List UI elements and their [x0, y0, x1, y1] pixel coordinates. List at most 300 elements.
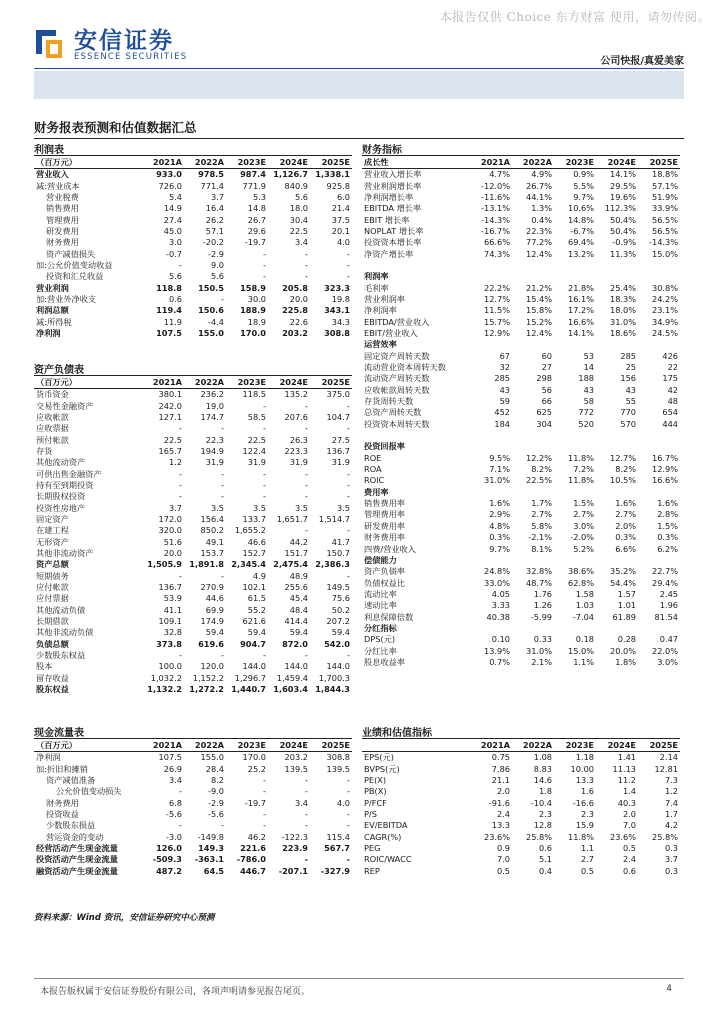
- cell-value: 1,603.4: [273, 684, 308, 695]
- cell-value: 34.9%: [651, 316, 678, 327]
- row-label: 投资收益: [46, 808, 79, 819]
- row-label: 其他流动负债: [36, 604, 86, 615]
- cell-value: 12.2%: [525, 452, 552, 463]
- cell-value: 2.1%: [531, 656, 552, 667]
- row-label: 加:折旧和摊销: [36, 763, 88, 774]
- row-label: EPS(元): [364, 752, 394, 763]
- cell-value: 3.33: [491, 600, 510, 611]
- row-label: 利息保障倍数: [364, 611, 414, 622]
- row-label: 留存收益: [36, 672, 69, 683]
- cell-value: 44.2: [289, 536, 308, 547]
- financial-indicators: [362, 141, 680, 668]
- row-label: 研发费用率: [364, 520, 405, 531]
- row-label: 投资资本增长率: [364, 237, 422, 248]
- table-row: [362, 362, 680, 373]
- cell-value: 46.2: [247, 831, 266, 842]
- cell-value: 139.5: [326, 763, 350, 774]
- row-label: 资产减值准备: [46, 774, 96, 785]
- cell-value: -: [221, 479, 224, 490]
- table-row: [362, 645, 680, 656]
- cell-value: -12.0%: [481, 180, 510, 191]
- table-row: [362, 809, 680, 820]
- financial-indicators-title: 财务指标: [362, 141, 680, 156]
- row-label: 股息收益率: [364, 656, 405, 667]
- cell-value: 43: [499, 384, 510, 395]
- cell-value: 175: [662, 373, 678, 384]
- cell-value: [554, 487, 596, 498]
- cell-value: 54.4%: [609, 577, 636, 588]
- cell-value: 44.1%: [525, 191, 552, 202]
- cell-value: 12.7%: [609, 452, 636, 463]
- cell-value: 150.6: [198, 305, 224, 316]
- company-logo: [34, 22, 254, 66]
- cell-value: 2.3: [538, 808, 552, 819]
- cell-value: 5.6: [210, 271, 224, 282]
- cell-value: -: [305, 774, 308, 785]
- cell-value: 223.9: [282, 842, 308, 853]
- table-row: [34, 446, 352, 457]
- cell-value: -: [179, 786, 182, 797]
- cell-value: [470, 271, 512, 282]
- cell-value: 0.9: [496, 842, 510, 853]
- income-statement: [34, 141, 352, 339]
- section-label: 运营效率: [364, 339, 397, 350]
- year-header: 2023E: [226, 739, 268, 752]
- cell-value: 45.4: [289, 593, 308, 604]
- cell-value: 0.3: [664, 842, 678, 853]
- cell-value: -: [263, 786, 266, 797]
- cell-value: 13.9%: [483, 645, 510, 656]
- cell-value: 27: [541, 362, 552, 373]
- cell-value: 194.9: [200, 445, 224, 456]
- cell-value: 16.6%: [567, 316, 594, 327]
- cell-value: 69.4%: [567, 237, 594, 248]
- cell-value: -: [347, 650, 350, 661]
- table-row: [34, 203, 352, 214]
- cell-value: 33.0%: [483, 577, 510, 588]
- row-label: 应付票据: [36, 593, 69, 604]
- table-row: [362, 464, 680, 475]
- cell-value: -: [347, 248, 350, 259]
- cell-value: 308.8: [326, 752, 350, 763]
- table-row: [362, 282, 680, 293]
- cell-value: 172.0: [158, 513, 182, 524]
- row-label: 投资资本周转天数: [364, 418, 430, 429]
- table-row: [34, 294, 352, 305]
- cell-value: 7.0: [496, 854, 510, 865]
- table-row: [34, 502, 352, 513]
- cell-value: 16.1%: [567, 293, 594, 304]
- cell-value: 0.75: [491, 752, 510, 763]
- cell-value: 1.57: [617, 588, 636, 599]
- report-type: 公司快报/真爱美家: [600, 56, 684, 67]
- cell-value: [554, 339, 596, 350]
- unit-label: （百万元）: [34, 739, 142, 752]
- cell-value: 621.6: [242, 616, 266, 627]
- table-row: [362, 763, 680, 774]
- cell-value: 3.7: [664, 854, 678, 865]
- row-label: 应付帐款: [36, 582, 69, 593]
- cell-value: 11.3%: [609, 248, 636, 259]
- table-row: [362, 623, 680, 634]
- cell-value: 1.3%: [531, 203, 552, 214]
- table-header-row: [34, 739, 352, 752]
- cell-value: 56.5%: [651, 214, 678, 225]
- cell-value: 11.5%: [483, 305, 510, 316]
- cell-value: -: [221, 293, 224, 304]
- row-label: DPS(元): [364, 634, 396, 645]
- cell-value: 26.7%: [525, 180, 552, 191]
- year-header: 2021A: [142, 376, 184, 389]
- cell-value: -: [347, 820, 350, 831]
- table-row: [34, 389, 352, 401]
- row-label: 销售费用率: [364, 498, 405, 509]
- year-header: 2025E: [638, 156, 680, 169]
- cell-value: 570: [620, 418, 636, 429]
- cell-value: -: [221, 570, 224, 581]
- cell-value: 21.2%: [525, 282, 552, 293]
- cell-value: -20.2: [202, 237, 224, 248]
- table-row: [362, 831, 680, 842]
- cell-value: -: [347, 468, 350, 479]
- cell-value: 120.0: [200, 661, 224, 672]
- table-row: [362, 555, 680, 566]
- cell-value: 2,386.3: [315, 559, 350, 570]
- cell-value: 22.5%: [525, 475, 552, 486]
- cell-value: 23.6%: [609, 831, 636, 842]
- cell-value: 77.2%: [525, 237, 552, 248]
- table-header-row: [34, 156, 352, 169]
- cell-value: 69.9: [205, 604, 224, 615]
- cell-value: 174.7: [200, 411, 224, 422]
- indicators-table: [362, 156, 680, 668]
- year-header: 2021A: [470, 739, 512, 752]
- cell-value: 0.3%: [657, 532, 678, 543]
- cell-value: -: [305, 525, 308, 536]
- income-statement-title: 利润表: [34, 141, 352, 156]
- cell-value: 49.1: [205, 536, 224, 547]
- cell-value: 11.2: [617, 774, 636, 785]
- cell-value: [638, 430, 680, 441]
- page-number: 4: [666, 984, 672, 994]
- table-row: [362, 339, 680, 350]
- cell-value: 5.5%: [573, 180, 594, 191]
- header-band: [34, 71, 684, 99]
- cell-value: [512, 441, 554, 452]
- balance-sheet: [34, 361, 352, 695]
- cell-value: -: [221, 423, 224, 434]
- cell-value: 53.9: [163, 593, 182, 604]
- table-row: [362, 328, 680, 339]
- cell-value: 26.9: [163, 763, 182, 774]
- cell-value: 2.0%: [615, 520, 636, 531]
- cell-value: 66: [541, 396, 552, 407]
- cell-value: 22.7%: [651, 566, 678, 577]
- row-label: 固定资产: [36, 513, 69, 524]
- row-label: ROIC: [364, 475, 385, 486]
- cell-value: -0.7: [166, 248, 182, 259]
- cell-value: 155.0: [200, 752, 224, 763]
- cell-value: -: [221, 650, 224, 661]
- cell-value: 119.4: [156, 305, 182, 316]
- cell-value: 0.7%: [489, 656, 510, 667]
- cell-value: 19.6%: [609, 191, 636, 202]
- table-row: [362, 260, 680, 271]
- cell-value: 21.4: [331, 203, 350, 214]
- table-row: [34, 559, 352, 570]
- cell-value: 3.7: [210, 191, 224, 202]
- table-row: [362, 487, 680, 498]
- table-row: [34, 412, 352, 423]
- cell-value: 100.0: [158, 661, 182, 672]
- row-label: 其他非流动负债: [36, 627, 94, 638]
- cell-value: 0.6: [168, 293, 182, 304]
- row-label: 流动资产周转天数: [364, 373, 430, 384]
- row-label: 净利润增长率: [364, 191, 414, 202]
- cell-value: 2.0: [496, 786, 510, 797]
- year-header: 2021A: [470, 156, 512, 169]
- table-row: [34, 525, 352, 536]
- cell-value: 375.0: [326, 389, 350, 400]
- cell-value: 21.8%: [567, 282, 594, 293]
- cell-value: 0.28: [617, 634, 636, 645]
- cell-value: -10.4: [530, 797, 552, 808]
- cell-value: 2.7%: [531, 509, 552, 520]
- cell-value: [470, 339, 512, 350]
- cell-value: 15.0%: [651, 248, 678, 259]
- row-label: 流动比率: [364, 588, 397, 599]
- cell-value: 5.6: [294, 191, 308, 202]
- table-row: [362, 373, 680, 384]
- table-row: [34, 248, 352, 259]
- cell-value: 20.0: [163, 547, 182, 558]
- cell-value: -: [305, 786, 308, 797]
- cell-value: 1,338.1: [315, 169, 350, 180]
- cell-value: 11.8%: [567, 475, 594, 486]
- cell-value: 0.6: [538, 842, 552, 853]
- cell-value: 14.9: [163, 203, 182, 214]
- row-label: 营业收入: [36, 169, 69, 180]
- cell-value: 6.6%: [615, 543, 636, 554]
- cell-value: 0.3: [664, 865, 678, 876]
- cell-value: 1.58: [575, 588, 594, 599]
- cash-flow-statement: [34, 724, 352, 877]
- table-row: [34, 260, 352, 271]
- cell-value: -9.0: [208, 786, 224, 797]
- cell-value: 22.3%: [525, 225, 552, 236]
- cell-value: 987.4: [240, 169, 266, 180]
- cell-value: 298: [536, 373, 552, 384]
- table-row: [34, 831, 352, 842]
- cell-value: 8.2: [210, 774, 224, 785]
- cell-value: 1.1%: [573, 656, 594, 667]
- cell-value: 102.1: [242, 582, 266, 593]
- cell-value: [554, 441, 596, 452]
- row-label: 管理费用率: [364, 509, 405, 520]
- cell-value: -14.3%: [649, 237, 678, 248]
- cell-value: 156.4: [200, 513, 224, 524]
- cell-value: [596, 487, 638, 498]
- row-label: 营业收入增长率: [364, 169, 422, 180]
- table-row: [362, 820, 680, 831]
- year-header: 2024E: [268, 739, 310, 752]
- cell-value: 2,475.4: [273, 559, 308, 570]
- cell-value: 170.0: [242, 752, 266, 763]
- cell-value: 850.2: [200, 525, 224, 536]
- cell-value: 40.3: [617, 797, 636, 808]
- cell-value: 487.2: [156, 865, 182, 876]
- year-header: 2023E: [554, 739, 596, 752]
- cell-value: 1.96: [659, 600, 678, 611]
- table-row: [362, 305, 680, 316]
- year-header: 2022A: [184, 739, 226, 752]
- cell-value: [638, 487, 680, 498]
- table-row: [362, 248, 680, 259]
- cell-value: 1,032.2: [150, 672, 182, 683]
- cell-value: 978.5: [198, 169, 224, 180]
- table-row: [34, 192, 352, 203]
- row-label: 资产负债率: [364, 566, 405, 577]
- income-table: [34, 156, 352, 339]
- table-row: [34, 786, 352, 797]
- cell-value: 41.1: [163, 604, 182, 615]
- cell-value: 1.1: [580, 842, 594, 853]
- cell-value: 15.8%: [525, 305, 552, 316]
- cell-value: 22.6: [289, 316, 308, 327]
- cell-value: 840.9: [284, 180, 308, 191]
- cell-value: 59.4: [205, 627, 224, 638]
- cell-value: 933.0: [156, 169, 182, 180]
- cell-value: 122.4: [242, 445, 266, 456]
- cell-value: 59.4: [331, 627, 350, 638]
- row-label: PE(X): [364, 774, 387, 785]
- cell-value: 107.5: [156, 327, 182, 338]
- cell-value: 31.0%: [525, 645, 552, 656]
- cash-flow-table: [34, 739, 352, 877]
- year-header: 2025E: [310, 739, 352, 752]
- cell-value: 10.5%: [609, 475, 636, 486]
- cell-value: -: [305, 820, 308, 831]
- row-label: 财务费用: [46, 237, 79, 248]
- cell-value: 654: [662, 407, 678, 418]
- page-title: 财务报表预测和估值数据汇总: [34, 118, 684, 139]
- cell-value: 18.0: [289, 203, 308, 214]
- cell-value: 772: [578, 407, 594, 418]
- cell-value: 188.9: [240, 305, 266, 316]
- cell-value: 48.9: [289, 570, 308, 581]
- cell-value: 12.4%: [525, 248, 552, 259]
- cell-value: -: [304, 854, 308, 865]
- cell-value: [470, 555, 512, 566]
- table-row: [362, 786, 680, 797]
- logo-chinese-name: 安信证券: [74, 28, 174, 54]
- row-label: PEG: [364, 842, 381, 853]
- row-label: EBIT/营业收入: [364, 327, 418, 338]
- cell-value: 2.7: [580, 854, 594, 865]
- cell-value: 48.7%: [525, 577, 552, 588]
- cell-value: 1,152.2: [192, 672, 224, 683]
- row-label: 预付帐款: [36, 434, 69, 445]
- table-row: [34, 282, 352, 293]
- cell-value: 1,891.8: [189, 559, 224, 570]
- cell-value: -: [263, 248, 266, 259]
- cell-value: 1,440.7: [231, 684, 266, 695]
- cell-value: -: [347, 271, 350, 282]
- cell-value: -: [305, 271, 308, 282]
- cell-value: 59: [499, 396, 510, 407]
- cell-value: -6.7%: [570, 225, 594, 236]
- cell-value: 0.10: [491, 634, 510, 645]
- table-row: [362, 396, 680, 407]
- unit-label: [362, 739, 470, 752]
- cell-value: -: [305, 259, 308, 270]
- cell-value: 1.03: [575, 600, 594, 611]
- cell-value: 3.5: [294, 502, 308, 513]
- cell-value: 56.5%: [651, 225, 678, 236]
- cell-value: 31.0%: [609, 316, 636, 327]
- cell-value: 153.7: [200, 547, 224, 558]
- cell-value: 61.89: [612, 611, 636, 622]
- row-label: 其他非流动资产: [36, 547, 94, 558]
- cell-value: [596, 441, 638, 452]
- cell-value: 1,126.7: [273, 169, 308, 180]
- table-row: [362, 843, 680, 854]
- cell-value: 5.8%: [531, 520, 552, 531]
- valuation-indicators: [362, 724, 680, 877]
- cell-value: 0.18: [575, 634, 594, 645]
- cell-value: 255.6: [284, 582, 308, 593]
- cell-value: 31.9: [331, 457, 350, 468]
- cell-value: 58: [583, 396, 594, 407]
- cell-value: 22.3: [205, 434, 224, 445]
- cell-value: -149.8: [197, 831, 224, 842]
- row-label: [362, 430, 470, 441]
- cell-value: 3.0%: [573, 520, 594, 531]
- cell-value: 10.00: [570, 763, 594, 774]
- year-header: 2023E: [226, 156, 268, 169]
- cell-value: 4.9%: [531, 169, 552, 180]
- logo-mark-icon: [34, 26, 64, 60]
- cell-value: 174.9: [200, 616, 224, 627]
- row-label: BVPS(元): [364, 763, 400, 774]
- row-label: 净利润: [36, 752, 61, 763]
- cell-value: 81.54: [654, 611, 678, 622]
- cell-value: 59.4: [289, 627, 308, 638]
- row-label: 销售费用: [46, 203, 79, 214]
- cell-value: 0.6: [622, 865, 636, 876]
- cell-value: 107.5: [158, 752, 182, 763]
- cell-value: 57.1: [205, 225, 224, 236]
- cell-value: 10.6%: [567, 203, 594, 214]
- cell-value: 22: [667, 362, 678, 373]
- row-label: 存货: [36, 445, 53, 456]
- cell-value: 57.1%: [651, 180, 678, 191]
- cell-value: 1.2: [664, 786, 678, 797]
- cell-value: 5.1: [538, 854, 552, 865]
- cell-value: 22.2%: [483, 282, 510, 293]
- cell-value: 25.4%: [609, 282, 636, 293]
- row-label: 财务费用: [46, 797, 79, 808]
- table-row: [34, 305, 352, 316]
- cell-value: 139.5: [284, 763, 308, 774]
- table-row: [362, 316, 680, 327]
- table-row: [34, 582, 352, 593]
- cell-value: 56: [541, 384, 552, 395]
- row-label: 营业利润增长率: [364, 180, 422, 191]
- cell-value: -3.0: [166, 831, 182, 842]
- cell-value: 5.3: [252, 191, 266, 202]
- table-row: [34, 271, 352, 282]
